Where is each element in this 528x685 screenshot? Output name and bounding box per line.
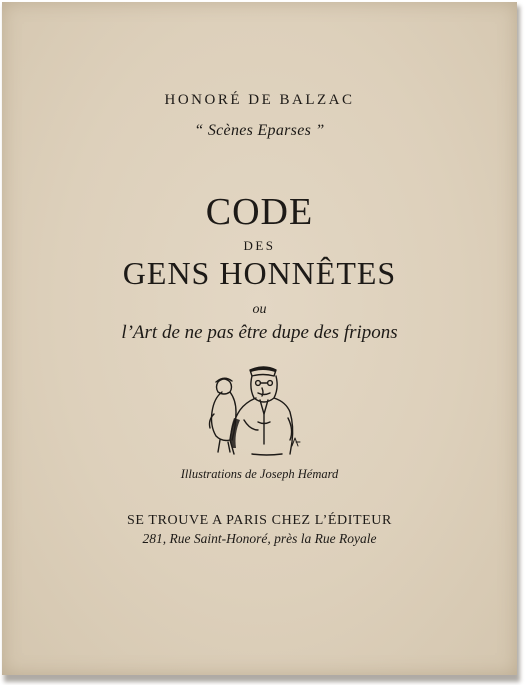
- illustrator-credit: Illustrations de Joseph Hémard: [180, 467, 339, 481]
- author-name: HONORÉ DE BALZAC: [164, 92, 355, 108]
- publisher-line: SE TROUVE A PARIS CHEZ L’ÉDITEUR: [127, 513, 392, 528]
- subtitle: l’Art de ne pas être dupe des fripons: [121, 322, 398, 343]
- publisher-address: 281, Rue Saint-Honoré, près la Rue Royale: [142, 531, 377, 546]
- title-page: [2, 2, 517, 675]
- title-line-code: CODE: [205, 191, 314, 233]
- title-line-gens-honnetes: GENS HONNÊTES: [122, 255, 397, 291]
- caricature-illustration: [192, 362, 304, 458]
- series-name: “ Scènes Eparses ”: [194, 122, 325, 139]
- title-line-des: DES: [243, 238, 276, 253]
- conjunction-ou: ou: [252, 302, 267, 317]
